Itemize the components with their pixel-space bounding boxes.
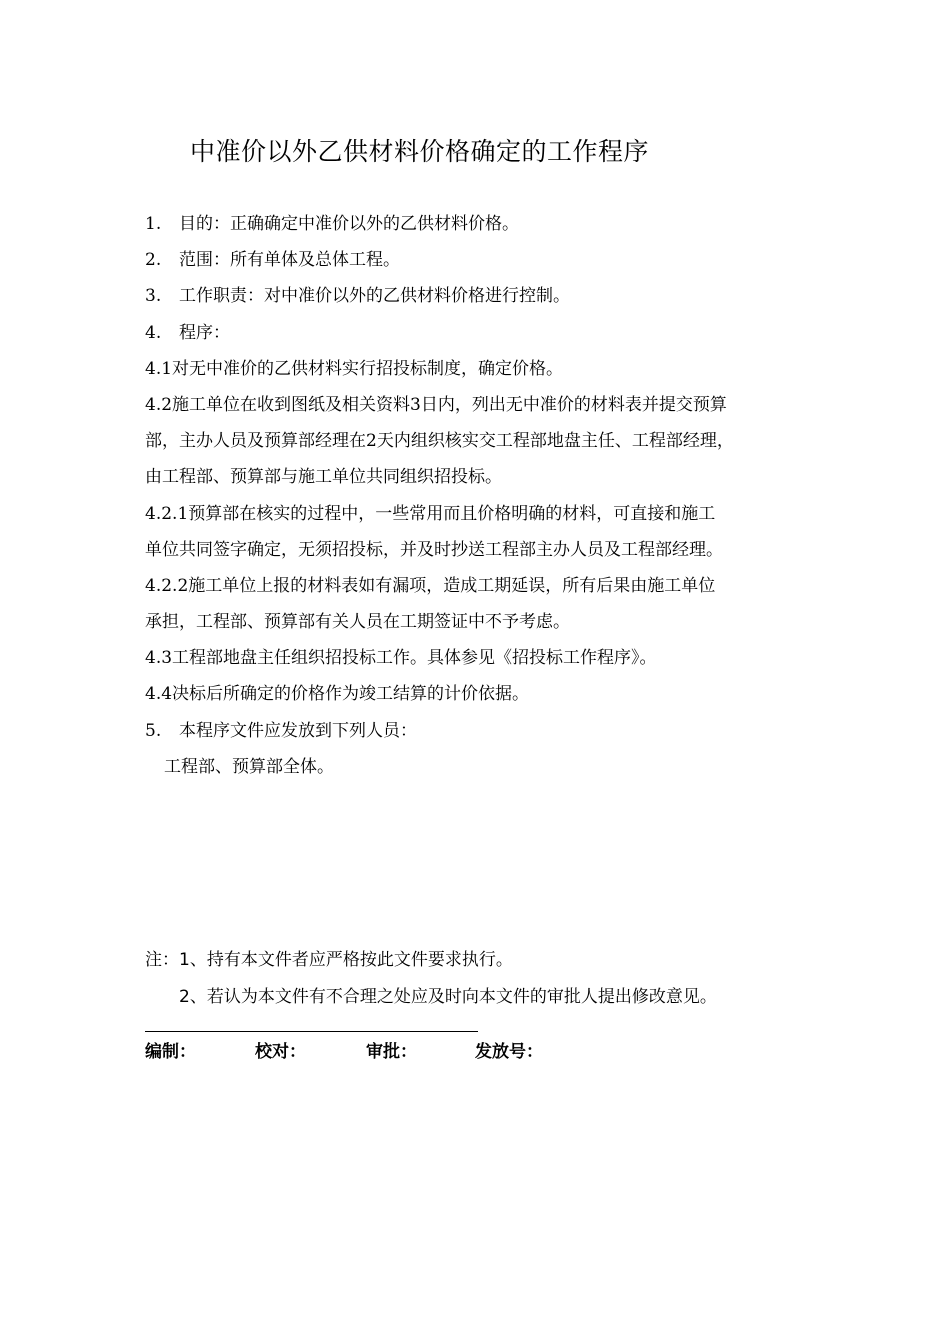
approver-label: 审批： xyxy=(366,1042,417,1062)
paragraph-line: 承担，工程部、预算部有关人员在工期签证中不予考虑。 xyxy=(145,612,570,633)
paragraph-line: 4.1对无中准价的乙供材料实行招投标制度，确定价格。 xyxy=(145,358,564,379)
paragraph-line: 4.2.1预算部在核实的过程中，一些常用而且价格明确的材料，可直接和施工 xyxy=(145,503,716,524)
list-item xyxy=(145,278,825,314)
item-number: 2. xyxy=(145,250,162,271)
list-item xyxy=(145,242,825,278)
note-1: 注：1、持有本文件者应严格按此文件要求执行。 xyxy=(145,950,513,970)
list-item xyxy=(145,315,825,351)
item-text: 本程序文件应发放到下列人员： xyxy=(179,720,417,741)
item-number: 4. xyxy=(145,322,162,343)
document-title: 中准价以外乙供材料价格确定的工作程序 xyxy=(190,137,650,166)
paragraph-line: 4.2施工单位在收到图纸及相关资料3日内，列出无中准价的材料表并提交预算 xyxy=(145,394,727,415)
distribution-list: 工程部、预算部全体。 xyxy=(164,756,334,777)
paragraph-line: 单位共同签字确定，无须招投标，并及时抄送工程部主办人员及工程部经理。 xyxy=(145,539,723,560)
item-text: 工作职责：对中准价以外的乙供材料价格进行控制。 xyxy=(179,286,570,307)
item-number: 5. xyxy=(145,720,162,741)
paragraph-line: 部，主办人员及预算部经理在2天内组织核实交工程部地盘主任、工程部经理， xyxy=(145,431,734,452)
checker-label: 校对： xyxy=(255,1042,306,1062)
item-text: 程序： xyxy=(179,322,230,343)
item-text: 范围：所有单体及总体工程。 xyxy=(179,250,400,271)
list-item xyxy=(145,713,825,749)
item-number: 3. xyxy=(145,286,162,307)
author-label: 编制： xyxy=(145,1042,196,1062)
item-number: 1. xyxy=(145,214,162,234)
note-2: 2、若认为本文件有不合理之处应及时向本文件的审批人提出修改意见。 xyxy=(179,987,717,1007)
issue-number-label: 发放号： xyxy=(475,1042,543,1062)
signature-divider xyxy=(145,1031,478,1032)
paragraph-line: 4.4决标后所确定的价格作为竣工结算的计价依据。 xyxy=(145,684,530,705)
paragraph-line: 4.2.2施工单位上报的材料表如有漏项，造成工期延误，所有后果由施工单位 xyxy=(145,575,716,596)
paragraph-line: 4.3工程部地盘主任组织招投标工作。具体参见《招投标工作程序》。 xyxy=(145,648,657,669)
list-item xyxy=(145,206,825,242)
notes-section xyxy=(145,942,717,1016)
document-body xyxy=(145,206,825,785)
item-text: 目的：正确确定中准价以外的乙供材料价格。 xyxy=(179,214,519,234)
paragraph-line: 由工程部、预算部与施工单位共同组织招投标。 xyxy=(145,467,502,488)
